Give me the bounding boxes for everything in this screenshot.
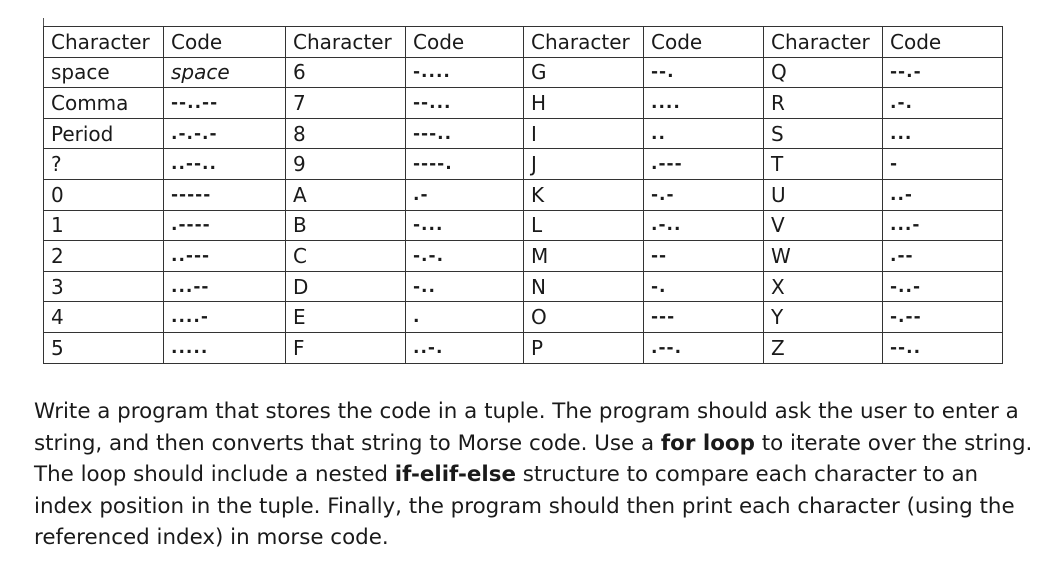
- character-cell: Z: [764, 332, 883, 363]
- table-row: [44, 149, 1003, 180]
- table-row: [44, 88, 1003, 119]
- character-cell: F: [286, 332, 406, 363]
- code-cell: ---..: [406, 118, 524, 149]
- character-cell: 3: [44, 271, 164, 302]
- header-character: Character: [524, 27, 644, 58]
- character-cell: space: [44, 57, 164, 88]
- instructions-text: to iterate over the string. The loop should include a nested: [34, 430, 1033, 487]
- table-row: [44, 57, 1003, 88]
- code-cell: ..---: [164, 241, 286, 272]
- code-cell: --.-: [883, 57, 1003, 88]
- code-cell: ..--..: [164, 149, 286, 180]
- header-code: Code: [406, 27, 524, 58]
- character-cell: U: [764, 179, 883, 210]
- code-cell: --..: [883, 332, 1003, 363]
- code-cell: -..: [406, 271, 524, 302]
- table-row: [44, 332, 1003, 363]
- instructions-text: structure to compare each character to an index position in the tuple. Finally, the program should then print each character (using the referenced index) in morse code.: [34, 462, 1015, 550]
- instructions-text: Write a program that stores the code in a tuple. The program should ask the user to enter a string, and then converts that string to Morse code. Use a: [34, 399, 1019, 456]
- code-cell: --: [644, 241, 764, 272]
- code-cell: ....: [644, 88, 764, 119]
- character-cell: O: [524, 302, 644, 333]
- character-cell: 0: [44, 179, 164, 210]
- code-cell: -..-: [883, 271, 1003, 302]
- character-cell: A: [286, 179, 406, 210]
- header-code: Code: [164, 27, 286, 58]
- character-cell: K: [524, 179, 644, 210]
- code-cell: --...: [406, 88, 524, 119]
- character-cell: I: [524, 118, 644, 149]
- code-cell: .--.: [644, 332, 764, 363]
- character-cell: 2: [44, 241, 164, 272]
- table-row: [44, 271, 1003, 302]
- character-cell: 5: [44, 332, 164, 363]
- code-cell: .---: [644, 149, 764, 180]
- code-cell: .....: [164, 332, 286, 363]
- table-row: [44, 179, 1003, 210]
- character-cell: 9: [286, 149, 406, 180]
- character-cell: X: [764, 271, 883, 302]
- code-cell: -.-.: [406, 241, 524, 272]
- character-cell: G: [524, 57, 644, 88]
- instructions-bold-if-elif-else: if-elif-else: [394, 462, 516, 487]
- character-cell: 8: [286, 118, 406, 149]
- code-cell: ....-: [164, 302, 286, 333]
- character-cell: 4: [44, 302, 164, 333]
- code-cell: .-: [406, 179, 524, 210]
- code-cell: -....: [406, 57, 524, 88]
- character-cell: T: [764, 149, 883, 180]
- header-character: Character: [764, 27, 883, 58]
- code-cell: --.: [644, 57, 764, 88]
- character-cell: H: [524, 88, 644, 119]
- code-cell: -.: [644, 271, 764, 302]
- code-cell: -: [883, 149, 1003, 180]
- code-cell: .--: [883, 241, 1003, 272]
- table-row: [44, 302, 1003, 333]
- code-cell: --..--: [164, 88, 286, 119]
- character-cell: C: [286, 241, 406, 272]
- code-cell: .-.: [883, 88, 1003, 119]
- code-cell: -.-: [644, 179, 764, 210]
- header-character: Character: [286, 27, 406, 58]
- character-cell: M: [524, 241, 644, 272]
- character-cell: W: [764, 241, 883, 272]
- character-cell: 7: [286, 88, 406, 119]
- assignment-instructions: [34, 396, 1034, 554]
- table-row: [44, 241, 1003, 272]
- table-header-row: [44, 27, 1003, 58]
- character-cell: S: [764, 118, 883, 149]
- character-cell: N: [524, 271, 644, 302]
- code-cell: ..-.: [406, 332, 524, 363]
- character-cell: D: [286, 271, 406, 302]
- code-cell: .----: [164, 210, 286, 241]
- code-cell: ...--: [164, 271, 286, 302]
- header-code: Code: [883, 27, 1003, 58]
- code-cell: space: [164, 57, 286, 88]
- character-cell: Comma: [44, 88, 164, 119]
- character-cell: R: [764, 88, 883, 119]
- code-cell: .-..: [644, 210, 764, 241]
- code-cell: .-.-.-: [164, 118, 286, 149]
- code-cell: -----: [164, 179, 286, 210]
- character-cell: V: [764, 210, 883, 241]
- code-cell: ..-: [883, 179, 1003, 210]
- character-cell: E: [286, 302, 406, 333]
- character-cell: P: [524, 332, 644, 363]
- code-cell: -.--: [883, 302, 1003, 333]
- character-cell: Period: [44, 118, 164, 149]
- morse-code-table: [43, 26, 1003, 364]
- code-cell: -...: [406, 210, 524, 241]
- code-cell: ..: [644, 118, 764, 149]
- instructions-bold-for-loop: for loop: [660, 430, 755, 456]
- code-cell: .: [406, 302, 524, 333]
- table-body: [44, 27, 1003, 364]
- character-cell: L: [524, 210, 644, 241]
- character-cell: 6: [286, 57, 406, 88]
- character-cell: J: [524, 149, 644, 180]
- character-cell: 1: [44, 210, 164, 241]
- code-cell: ...: [883, 118, 1003, 149]
- code-cell: ----.: [406, 149, 524, 180]
- header-character: Character: [44, 27, 164, 58]
- character-cell: ?: [44, 149, 164, 180]
- character-cell: Q: [764, 57, 883, 88]
- table-row: [44, 210, 1003, 241]
- code-cell: ---: [644, 302, 764, 333]
- character-cell: Y: [764, 302, 883, 333]
- character-cell: B: [286, 210, 406, 241]
- header-code: Code: [644, 27, 764, 58]
- code-cell: ...-: [883, 210, 1003, 241]
- table-row: [44, 118, 1003, 149]
